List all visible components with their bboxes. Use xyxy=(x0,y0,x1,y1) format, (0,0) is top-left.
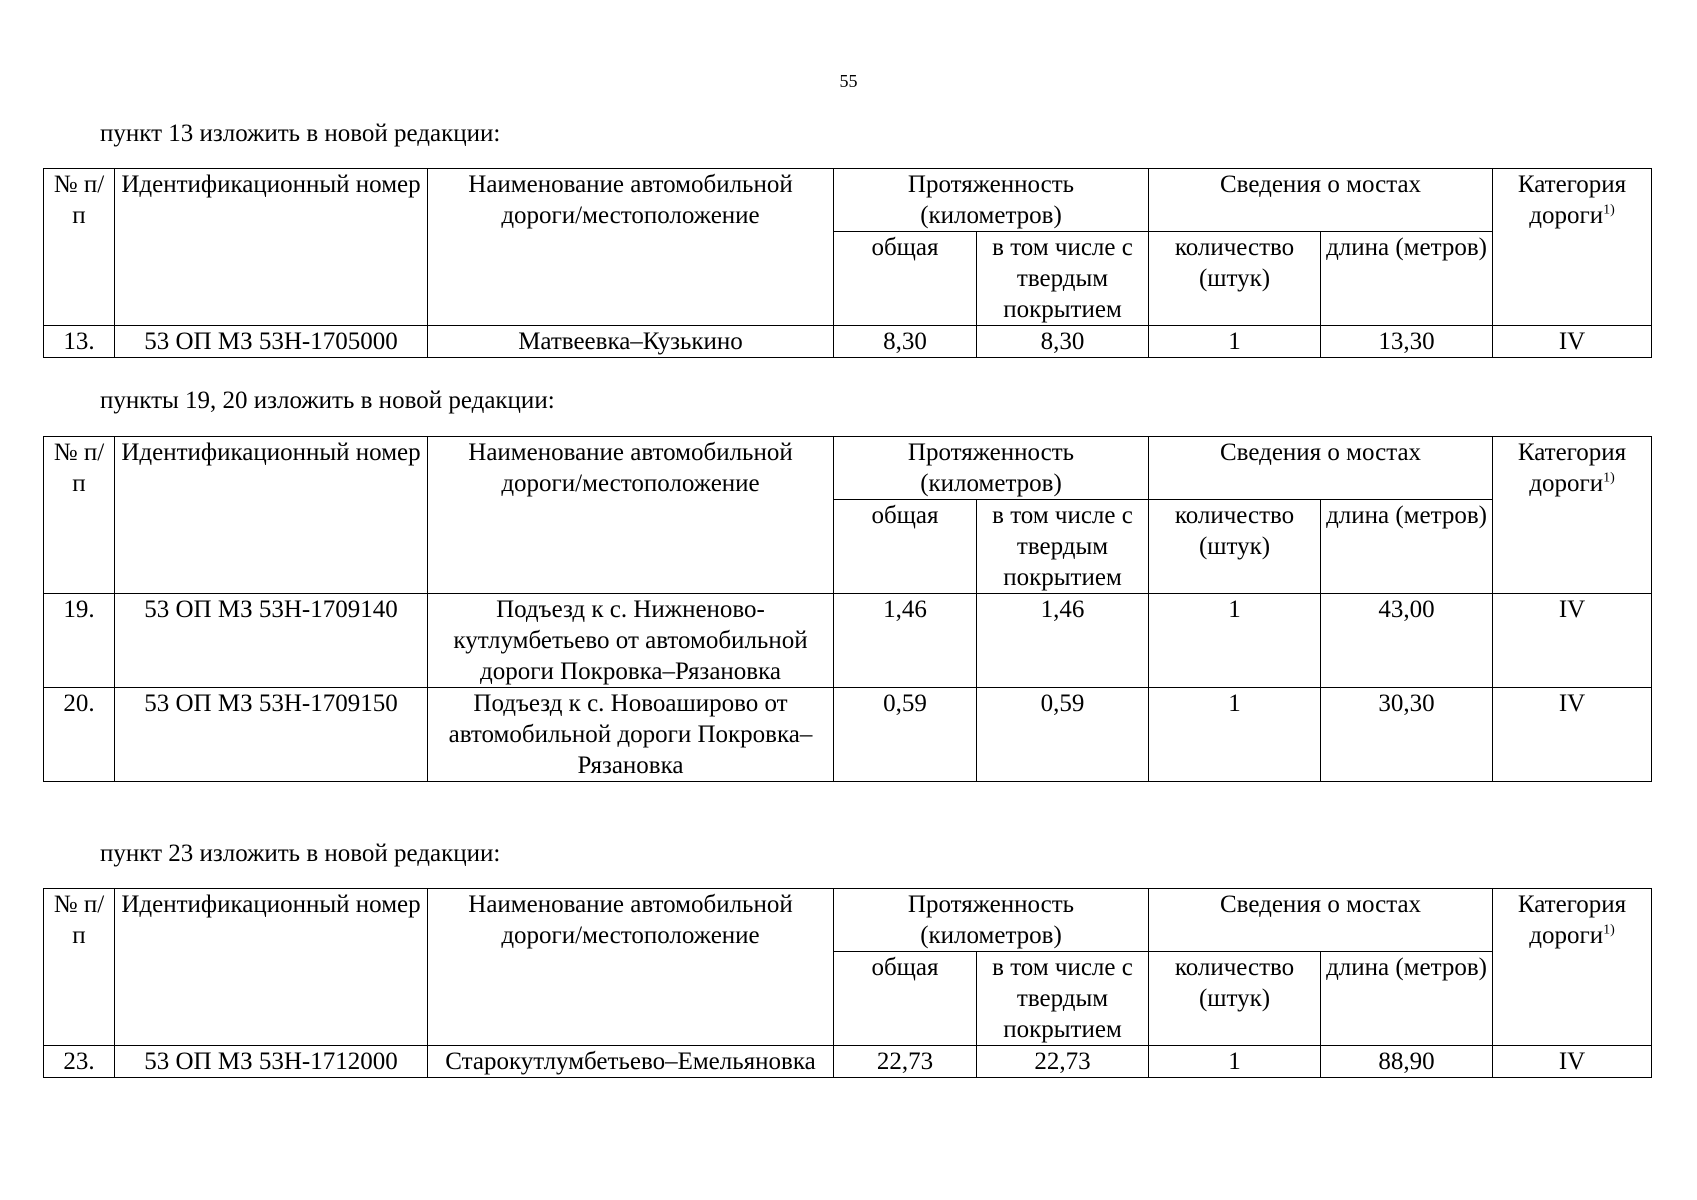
header-id: Идентификационный номер xyxy=(115,437,428,594)
header-bridges-length: длина (метров) xyxy=(1321,952,1493,1046)
row-length-hard: 22,73 xyxy=(977,1046,1149,1078)
header-length-total: общая xyxy=(834,952,977,1046)
header-length: Протяженность (километров) xyxy=(834,169,1149,232)
header-name: Наименование автомобильной дороги/местоположение xyxy=(428,437,834,594)
header-length: Протяженность (километров) xyxy=(834,437,1149,500)
header-category-label: Категория дороги xyxy=(1517,439,1627,497)
row-length-total: 1,46 xyxy=(834,594,977,688)
row-category: IV xyxy=(1493,688,1652,782)
row-id: 53 ОП МЗ 53Н-1712000 xyxy=(115,1046,428,1078)
row-category: IV xyxy=(1493,1046,1652,1078)
row-bridges-count: 1 xyxy=(1149,594,1321,688)
header-name: Наименование автомобильной дороги/местоположение xyxy=(428,169,834,326)
row-length-hard: 0,59 xyxy=(977,688,1149,782)
header-bridges-count: количество (штук) xyxy=(1149,500,1321,594)
row-bridges-length: 88,90 xyxy=(1321,1046,1493,1078)
header-num: № п/п xyxy=(44,169,115,326)
row-name: Подъезд к с. Нижненово-кутлумбетьево от автомобильной дороги Покровка–Рязановка xyxy=(428,594,834,688)
section-intro: пункт 13 изложить в новой редакции: xyxy=(100,120,501,147)
row-length-total: 0,59 xyxy=(834,688,977,782)
header-name: Наименование автомобильной дороги/местоположение xyxy=(428,889,834,1046)
row-length-hard: 1,46 xyxy=(977,594,1149,688)
row-id: 53 ОП МЗ 53Н-1705000 xyxy=(115,326,428,358)
row-bridges-count: 1 xyxy=(1149,688,1321,782)
row-name: Матвеевка–Кузькино xyxy=(428,326,834,358)
row-num: 23. xyxy=(44,1046,115,1078)
header-category-label: Категория дороги xyxy=(1517,891,1627,949)
row-name: Подъезд к с. Новоаширово от автомобильной дороги Покровка–Рязановка xyxy=(428,688,834,782)
header-category-label: Категория дороги xyxy=(1517,171,1627,229)
row-name: Старокутлумбетьево–Емельяновка xyxy=(428,1046,834,1078)
row-bridges-length: 13,30 xyxy=(1321,326,1493,358)
row-length-total: 22,73 xyxy=(834,1046,977,1078)
page-number: 55 xyxy=(839,71,858,91)
row-bridges-count: 1 xyxy=(1149,326,1321,358)
header-bridges-count: количество (штук) xyxy=(1149,952,1321,1046)
roads-table xyxy=(43,888,1652,1078)
table-row xyxy=(44,688,1652,782)
row-num: 13. xyxy=(44,326,115,358)
header-length: Протяженность (километров) xyxy=(834,889,1149,952)
row-length-total: 8,30 xyxy=(834,326,977,358)
row-bridges-length: 30,30 xyxy=(1321,688,1493,782)
header-id: Идентификационный номер xyxy=(115,889,428,1046)
header-length-total: общая xyxy=(834,500,977,594)
footnote-mark: 1) xyxy=(1603,922,1615,938)
table-row xyxy=(44,1046,1652,1078)
row-bridges-count: 1 xyxy=(1149,1046,1321,1078)
header-length-hard: в том числе с твердым покрытием xyxy=(977,500,1149,594)
section-intro: пункт 23 изложить в новой редакции: xyxy=(100,840,501,867)
header-num: № п/п xyxy=(44,437,115,594)
row-category: IV xyxy=(1493,326,1652,358)
header-bridges-count: количество (штук) xyxy=(1149,232,1321,326)
row-num: 19. xyxy=(44,594,115,688)
header-num: № п/п xyxy=(44,889,115,1046)
header-bridges-length: длина (метров) xyxy=(1321,232,1493,326)
header-bridges: Сведения о мостах xyxy=(1149,437,1493,500)
roads-table xyxy=(43,168,1652,358)
header-bridges-length: длина (метров) xyxy=(1321,500,1493,594)
header-id: Идентификационный номер xyxy=(115,169,428,326)
header-length-hard: в том числе с твердым покрытием xyxy=(977,952,1149,1046)
footnote-mark: 1) xyxy=(1603,202,1615,218)
row-id: 53 ОП МЗ 53Н-1709150 xyxy=(115,688,428,782)
header-category xyxy=(1493,889,1652,1046)
header-length-total: общая xyxy=(834,232,977,326)
header-length-hard: в том числе с твердым покрытием xyxy=(977,232,1149,326)
row-length-hard: 8,30 xyxy=(977,326,1149,358)
row-id: 53 ОП МЗ 53Н-1709140 xyxy=(115,594,428,688)
row-category: IV xyxy=(1493,594,1652,688)
table-row xyxy=(44,326,1652,358)
header-category xyxy=(1493,437,1652,594)
header-bridges: Сведения о мостах xyxy=(1149,169,1493,232)
roads-table xyxy=(43,436,1652,782)
footnote-mark: 1) xyxy=(1603,470,1615,486)
header-bridges: Сведения о мостах xyxy=(1149,889,1493,952)
section-intro: пункты 19, 20 изложить в новой редакции: xyxy=(100,387,555,414)
row-bridges-length: 43,00 xyxy=(1321,594,1493,688)
table-row xyxy=(44,594,1652,688)
header-category xyxy=(1493,169,1652,326)
row-num: 20. xyxy=(44,688,115,782)
